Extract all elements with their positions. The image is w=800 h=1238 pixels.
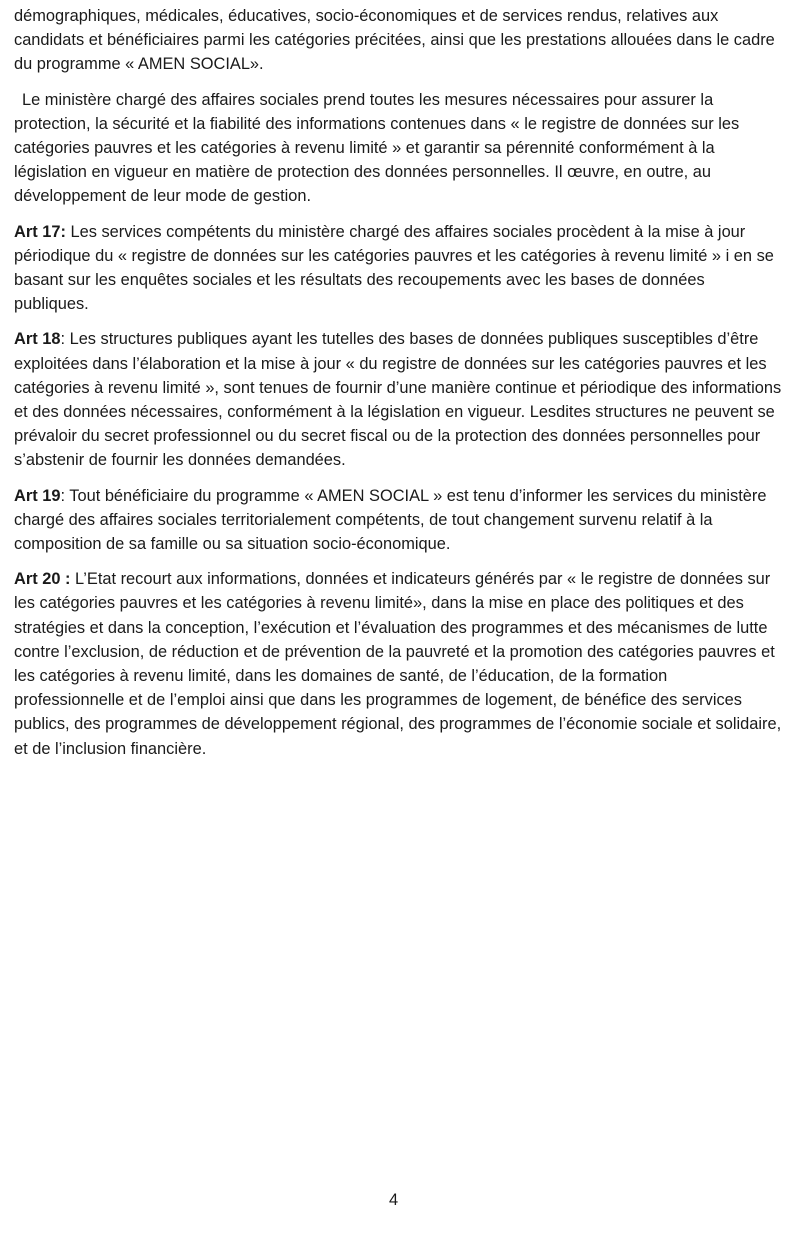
article-19 xyxy=(14,484,782,557)
article-label: Art 20 : xyxy=(14,570,71,589)
paragraph-continuation xyxy=(14,4,782,77)
article-text: : Les structures publiques ayant les tutelles des bases de données publiques susceptibles d’être exploitées dans l’élaboration et la mise à jour « du registre de données sur les catégories pauvres et les catégories à revenu limité », sont tenues de fournir d’une manière continue et périodique des informations et des données nécessaires, conformément à la législation en vigueur. Lesdites structures ne peuvent se prévaloir du secret professionnel ou du secret fiscal ou de la protection des données personnelles pour s’abstenir de fournir les données demandées. xyxy=(14,330,782,470)
article-label: Art 18 xyxy=(14,330,61,349)
article-20 xyxy=(14,567,782,761)
article-text: L’Etat recourt aux informations, données et indicateurs générés par « le registre de données sur les catégories pauvres et les catégories à revenu limité», dans la mise en place des politiques et des stratégies et dans la conception, l’exécution et l’évaluation des programmes et des mécanismes de lutte contre l’exclusion, de réduction et de prévention de la pauvreté et la promotion des catégories pauvres et les catégories à revenu limité, dans les domaines de santé, de l’éducation, de la formation professionnelle et de l’emploi ainsi que dans les programmes de logement, de bénéfice des services publics, des programmes de développement régional, des programmes de l’économie sociale et solidaire, et de l’inclusion financière. xyxy=(14,570,782,758)
paragraph-ministry-measures xyxy=(14,88,782,209)
article-text: : Tout bénéficiaire du programme « AMEN SOCIAL » est tenu d’informer les services du ministère chargé des affaires sociales territorialement compétents, de tout changement survenu relatif à la composition de sa famille ou sa situation socio-économique. xyxy=(14,486,767,554)
article-label: Art 19 xyxy=(14,486,61,505)
document-body xyxy=(14,4,782,772)
article-text: Les services compétents du ministère chargé des affaires sociales procèdent à la mise à jour périodique du « registre de données sur les catégories pauvres et les catégories à revenu limité » i en se basant sur les enquêtes sociales et les résultats des recoupements avec les bases de données publiques. xyxy=(14,222,774,314)
page-number: 4 xyxy=(388,1191,399,1209)
paragraph-text: démographiques, médicales, éducatives, socio-économiques et de services rendus, relatives aux candidats et bénéficiaires parmi les catégories précitées, ainsi que les prestations allouées dans le cadre du programme « AMEN SOCIAL». xyxy=(14,7,775,74)
article-18 xyxy=(14,327,782,472)
article-17 xyxy=(14,220,782,317)
paragraph-text: Le ministère chargé des affaires sociales prend toutes les mesures nécessaires pour assurer la protection, la sécurité et la fiabilité des informations contenues dans « le registre de données sur les catégories pauvres et les catégories à revenu limité » et garantir sa pérennité conformément à la législation en vigueur en matière de protection des données personnelles. Il œuvre, en outre, au développement de leur mode de gestion. xyxy=(14,90,740,206)
article-label: Art 17: xyxy=(14,222,66,241)
